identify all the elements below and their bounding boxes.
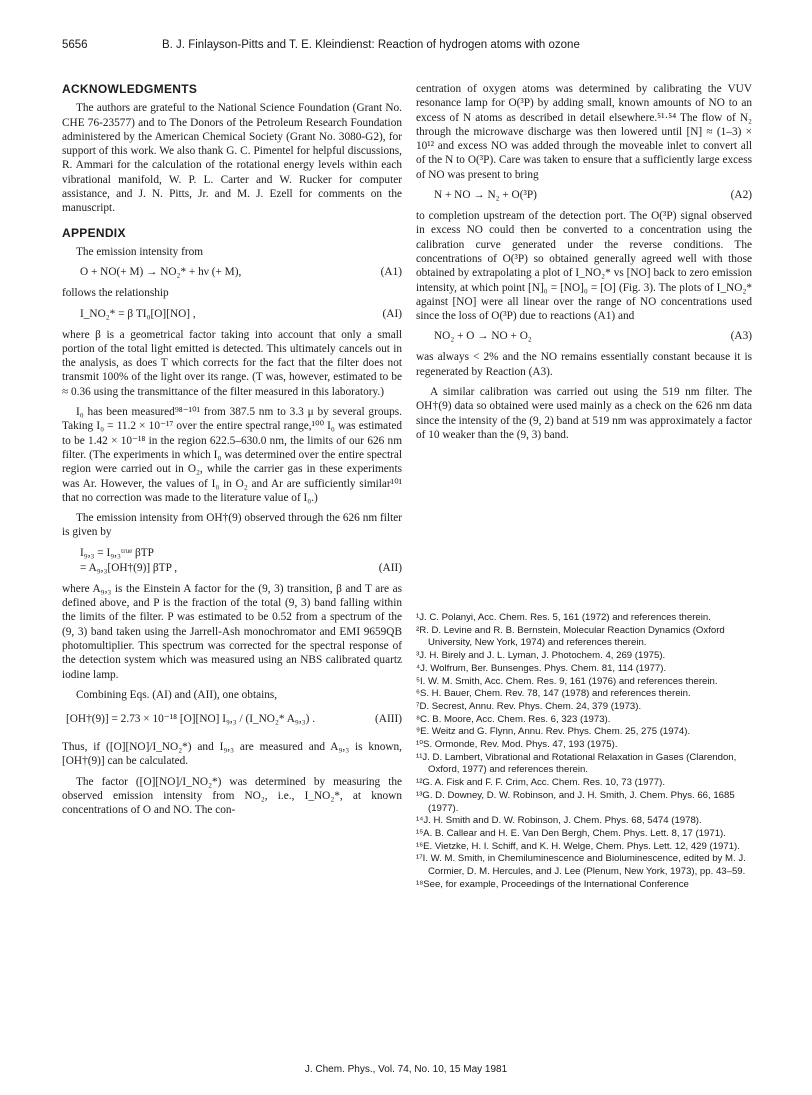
journal-footer: J. Chem. Phys., Vol. 74, No. 10, 15 May 1981: [304, 1064, 508, 1075]
reference-item: ¹⁴J. H. Smith and D. W. Robinson, J. Chem. Phys. 68, 5474 (1978).: [416, 815, 702, 827]
acknowledgments-text: The authors are grateful to the National Science Foundation (Grant No. CHE 76-23577) and to The Donors of the Petroleum Research Foundation administered by the American Chemical Society (Grant No. 3080-G2), for support of this work. We also thank G. C. Pimentel for helpful discussions, R. Ammari for the calculation of the rotational energy levels within each vibrational manifold, W. P. L. Carter and W. Rucker for computer assistance, and J. N. Pitts, Jr. and M. J. Ezell for comments on the manuscript.: [62, 102, 402, 215]
equation-a1: [62, 265, 402, 280]
reference-item: ¹⁸See, for example, Proceedings of the International Conference: [416, 878, 689, 890]
appendix-heading: APPENDIX: [62, 225, 126, 240]
paragraph: The factor ([O][NO]/I_NO₂*) was determined by measuring the observed emission intensity from NO₂, i.e., I_NO₂*, at known concentrations of O and NO. The con-: [62, 775, 402, 817]
equation-text: I₉,₃ = I₉,₃ᵗʳᵘᵉ βTP: [80, 546, 154, 559]
reference-item: ⁶S. H. Bauer, Chem. Rev. 78, 147 (1978) and references therein.: [416, 688, 691, 700]
equation-text: = A₉,₃[OH†(9)] βTP ,: [80, 561, 178, 574]
running-title: B. J. Finlayson-Pitts and T. E. Kleindienst: Reaction of hydrogen atoms with ozone: [162, 39, 580, 51]
reference-item: ⁴J. Wolfrum, Ber. Bunsenges. Phys. Chem. 81, 114 (1977).: [416, 662, 667, 674]
paragraph: Combining Eqs. (AI) and (AII), one obtains,: [76, 688, 278, 701]
equation-number: (AIII): [375, 713, 402, 726]
reference-item: ¹³G. D. Downey, D. W. Robinson, and J. H. Smith, J. Chem. Phys. 66, 1685 (1977).: [416, 789, 735, 814]
reference-item: ⁹E. Weitz and G. Flynn, Annu. Rev. Phys. Chem. 25, 275 (1974).: [416, 726, 691, 738]
equation-text: N + NO → N₂ + O(³P): [434, 189, 537, 202]
equation-text: NO₂ + O → NO + O₂: [434, 330, 532, 343]
equation-number: (AI): [382, 307, 402, 320]
equation-ai: [62, 307, 402, 322]
paragraph: centration of oxygen atoms was determined by calibrating the VUV resonance lamp for O(³P) by adding small, known amounts of NO to an excess of N atoms as described in detail elsewhere.⁵¹·⁵⁴ The flow of N₂ through the microwave discharge was then lowered until [N] ≈ (1–3) × 10¹² and excess NO was added through the moveable inlet to convert all of the N to O(³P). Care was taken to ensure that a sufficiently large excess of NO was present to bring: [416, 83, 752, 181]
reference-item: ¹J. C. Polanyi, Acc. Chem. Res. 5, 161 (1972) and references therein.: [416, 612, 711, 623]
right-column: [416, 82, 752, 442]
paragraph: A similar calibration was carried out using the 519 nm filter. The OH†(9) data so obtained were used mainly as a check on the 626 nm data since the intensity of the (9, 2) band at 519 nm was approximately a factor of 10 weaker than the (9, 3) band.: [416, 386, 752, 441]
paragraph: The emission intensity from: [76, 245, 204, 258]
equation-aiii: [62, 712, 402, 734]
paragraph: where β is a geometrical factor taking into account that only a small portion of the total light emitted is detected. This ultimately cancels out in the analysis, as does T which corrects for the fact that the filter does not transmit 100% of the light over its range. (T was, however, estimated to be ≈ 0.36 using the transmittance of the filter measured in this laboratory.): [62, 328, 402, 398]
equation-a2: [416, 188, 752, 203]
equation-number: (AII): [378, 561, 402, 574]
reference-item: ⁵I. W. M. Smith, Acc. Chem. Res. 9, 161 (1976) and references therein.: [416, 675, 718, 687]
running-header: [62, 39, 750, 59]
equation-number: (A1): [380, 266, 402, 279]
paragraph: Thus, if ([O][NO]/I_NO₂*) and I₉,₃ are measured and A₉,₃ is known, [OH†(9)] can be calculated.: [62, 741, 402, 768]
paragraph: follows the relationship: [62, 287, 169, 300]
equation-text: O + NO(+ M) → NO₂* + hν (+ M),: [80, 266, 242, 279]
equation-a3: [416, 329, 752, 344]
paragraph: to completion upstream of the detection port. The O(³P) signal observed in excess NO could then be converted to a concentration using the calibration curve generated under the reverse conditions. The concentrations of O(³P) so obtained generally agreed well with those obtained by extrapolating a plot of I_NO₂* vs [NO] back to zero emission intensity, at which point [N]₀ = [NO]₀ = [O] (Fig. 3). The plots of I_NO₂* against [NO] were all linear over the range of NO concentrations used since the loss of O(³P) due to reactions (A1) and: [416, 210, 752, 323]
paragraph: I₀ has been measured⁹⁸⁻¹⁰¹ from 387.5 nm to 3.3 μ by several groups. Taking I₀ = 11.2 × 10⁻¹⁷ over the entire spectral range,¹⁰⁰ I₀ was estimated to be 1.42 × 10⁻¹⁸ in the region 622.5–630.0 nm, the limits of our 626 nm filter. (The experiments in which I₀ was determined over the entire spectral region were carried out in O₂, while the carrier gas in these experiments was Ar. However, the values of I₀ in O₂ and Ar are sufficiently similar¹⁰¹ that no correction was made to the literature value of I₀.): [62, 406, 402, 504]
reference-item: ¹⁵A. B. Callear and H. E. Van Den Bergh, Chem. Phys. Lett. 8, 17 (1971).: [416, 827, 726, 839]
equation-text: I_NO₂* = β TI₀[O][NO] ,: [80, 307, 196, 320]
left-column: [62, 82, 402, 818]
equation-number: (A2): [730, 189, 752, 202]
reference-item: ¹²G. A. Fisk and F. F. Crim, Acc. Chem. Res. 10, 73 (1977).: [416, 777, 665, 789]
paragraph: was always < 2% and the NO remains essentially constant because it is regenerated by Reaction (A3).: [416, 351, 752, 378]
reference-item: ¹⁷I. W. M. Smith, in Chemiluminescence and Bioluminescence, edited by M. J. Cormier, D. M. Hercules, and J. Lee (Plenum, New York, 1973), pp. 43–59.: [416, 853, 746, 878]
reference-item: ¹⁰S. Ormonde, Rev. Mod. Phys. 47, 193 (1975).: [416, 739, 618, 751]
equation-aii: [62, 546, 402, 576]
page-number: 5656: [62, 39, 88, 51]
paragraph: where A₉,₃ is the Einstein A factor for the (9, 3) transition, β and T are as defined above, and P is the fraction of the total (9, 3) band falling within the limits of the filter. P was estimated to be 0.52 from a spectrum of the (9, 3) band taken using the Jarrell-Ash monochromator and EMI 9659QB photomultiplier. This spectrum was corrected for the spectral response of the detection system which was measured using an NBS calibrated quartz iodine lamp.: [62, 582, 402, 681]
acknowledgments-heading: ACKNOWLEDGMENTS: [62, 82, 198, 96]
paragraph: The emission intensity from OH†(9) observed through the 626 nm filter is given by: [62, 512, 402, 539]
equation-text: [OH†(9)] = 2.73 × 10⁻¹⁸ [O][NO] I₉,₃ / (I_NO₂* A₉,₃) .: [66, 713, 316, 726]
reference-item: ¹⁶E. Vietzke, H. I. Schiff, and K. H. Welge, Chem. Phys. Lett. 12, 429 (1971).: [416, 840, 740, 852]
reference-item: ²R. D. Levine and R. B. Bernstein, Molecular Reaction Dynamics (Oxford University, New York, 1974) and references therein.: [416, 624, 725, 649]
reference-item: ⁸C. B. Moore, Acc. Chem. Res. 6, 323 (1973).: [416, 713, 611, 725]
equation-number: (A3): [730, 330, 752, 343]
reference-item: ³J. H. Birely and J. L. Lyman, J. Photochem. 4, 269 (1975).: [416, 650, 666, 662]
references-list: [416, 612, 752, 891]
reference-item: ¹¹J. D. Lambert, Vibrational and Rotational Relaxation in Gases (Clarendon, Oxford, 1977) and references therein.: [416, 751, 737, 776]
reference-item: ⁷D. Secrest, Annu. Rev. Phys. Chem. 24, 379 (1973).: [416, 700, 642, 712]
